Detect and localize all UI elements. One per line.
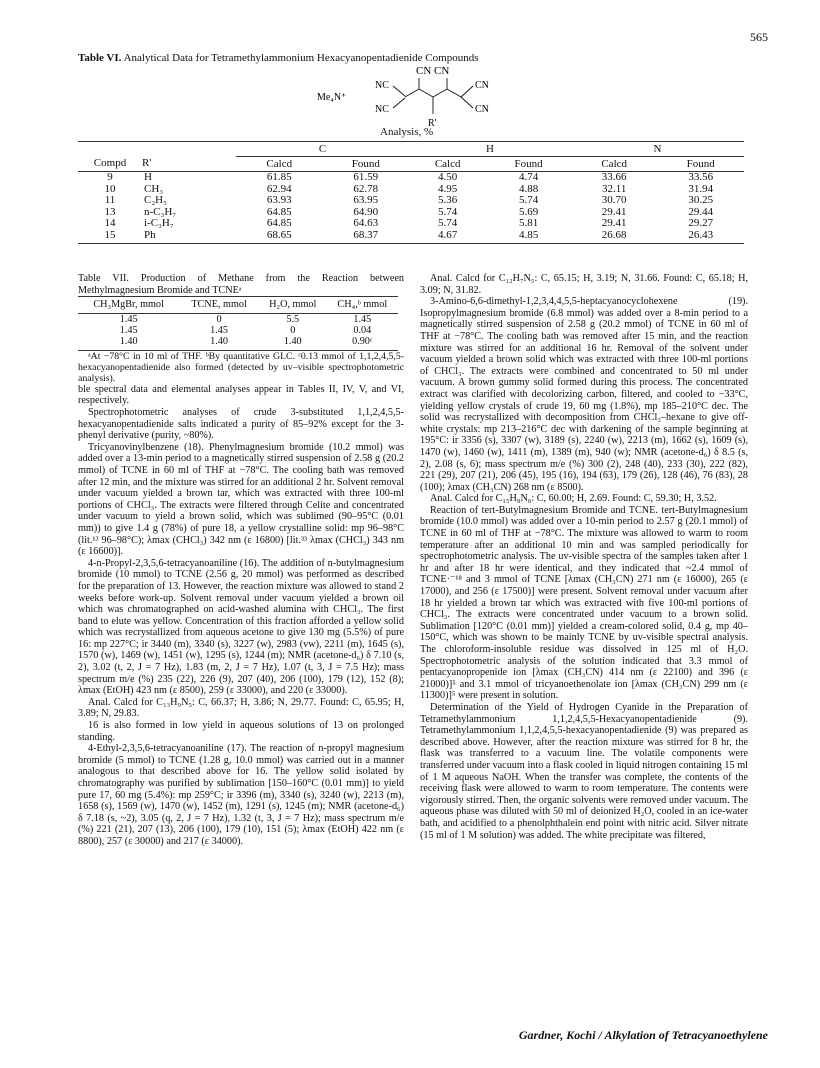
- structure-bonds: [393, 78, 473, 114]
- group-h: H: [409, 142, 571, 157]
- table7-footnote: ᵃAt −78°C in 10 ml of THF. ᵇBy quantitative GLC. ᶜ0.13 mmol of 1,1,2,4,5,5-hexacyanopentadienide also formed (detected by uv–visible spectrophotometric analysis).: [78, 350, 404, 384]
- table7: [78, 296, 398, 351]
- table6-group-row: [78, 142, 744, 157]
- t7-col-mgbr: CH₃MgBr, mmol: [78, 297, 179, 313]
- table-row: 1.40 1.40 1.40 0.90ᶜ: [78, 336, 398, 350]
- structure-nc-lower: NC: [375, 104, 389, 115]
- col-compd: Compd: [78, 156, 142, 172]
- group-c: C: [236, 142, 409, 157]
- table-row: 1.45 0 5.5 1.45: [119, 313, 372, 325]
- col-r: R': [142, 156, 236, 172]
- col-n-calcd: Calcd: [571, 156, 658, 172]
- col-n-found: Found: [657, 156, 744, 172]
- group-n: N: [571, 142, 744, 157]
- paragraph: Anal. Calcd for C₁₃H₉N₅: C, 66.37; H, 3.86; N, 29.77. Found: C, 65.95; H, 3.89; N, 29.83.: [78, 696, 404, 720]
- table7-caption: Table VII. Production of Methane from the Reaction between Methylmagnesium Bromide and TCNEᵃ: [78, 273, 404, 296]
- paragraph: Reaction of tert-Butylmagnesium Bromide and TCNE. tert-Butylmagnesium bromide (10.0 mmol) was added over a 10-min period to 2.57 g (20.1 mmol) of TCNE in 60 ml of THF at −78°C. The mixture was allowed to warm to room temperature after an additional 10 min and was sampled periodically for spectrophotometric analysis. The uv-visible spectra of the samples taken after 1 hr and after 18 hr were identical, and they indicated that ~2.4 mmol of TCNE·⁻¹⁸ and 3 mmol of TCNE [λmax (CH₃CN) 271 nm (ε 16000), 265 (ε 17000), and 256 (ε 17500)] were present. Solvent removal under vacuum after 18 hr yielded a brown tar which was extracted with five 100-ml portions of CHCl₃. The extracts were concentrated under vacuum to a brown solid. Sublimation [120°C (0.01 mm)] yielded a cream-colored solid, 0.4 g, mp 40–150°C, which was shown to be mainly TCNE by uv-visible spectral analysis. The chloroform-insoluble residue was dissolved in 125 ml of H₂O. Spectrophotometric analysis of the solution indicated that 3.3 mmol of pentacyanopropenide ion [λmax (CH₃CN) 414 nm (ε 22100) and 396 (ε 21000)]⁵ and 3.1 mmol of tricyanoethenolate ion [λmax (CH₃CN) 299 nm (ε 11300)]⁵ were present in solution.: [420, 504, 748, 702]
- table-row: 11 C₂H₅ 63.93 63.95 5.36 5.74 30.70 30.25: [104, 194, 714, 206]
- left-column: [78, 273, 404, 848]
- right-column: [420, 273, 748, 841]
- paragraph: Anal. Calcd for C₁₅H₈N₈: C, 60.00; H, 2.69. Found: C, 59.30; H, 3.52.: [430, 493, 717, 505]
- analysis-label: Analysis, %: [380, 126, 434, 138]
- col-h-calcd: Calcd: [409, 156, 486, 172]
- table-row: 9 H 61.85 61.59 4.50 4.74 33.66 33.56: [107, 171, 714, 183]
- structure-top-label: CN CN: [416, 65, 450, 77]
- t7-col-h2o: H₂O, mmol: [259, 297, 327, 313]
- col-h-found: Found: [486, 156, 571, 172]
- paragraph: ble spectral data and elemental analyses appear in Tables II, IV, V, and VI, respectively.: [78, 383, 404, 407]
- paragraph: Determination of the Yield of Hydrogen Cyanide in the Preparation of Tetramethylammonium 1,1,2,4,5,5-Hexacyanopentadienide (9). Tetramethylammonium 1,1,2,4,5,5-hexacyanopentadienide (9) was prepared as described above. However, after the reaction mixture was stirred for 8 hr, the flask was transferred to a vacuum line. The volatile components were transferred under vacuum into a flask cooled in liquid nitrogen containing 15 ml of 1 M aqueous NaOH. When the transfer was complete, the contents of the receiving flask were allowed to warm to room temperature. The contents were vigorously stirred. Then, the organic solvents were removed under vacuum. The aqueous phase was diluted with 50 ml of deionized H₂O, cooled in an ice-water bath, and acidified to a phenolphthalein end point with nitric acid. Silver nitrate (15 ml of 1 M solution) was added. The white precipitate was filtered,: [420, 701, 748, 841]
- paragraph: 3-Amino-6,6-dimethyl-1,2,3,4,4,5,5-heptacyanocyclohexene (19). Isopropylmagnesium bromide (6.8 mmol) was added over a 8-min period to a magnetically stirred suspension of 2.58 g (20.2 mmol) of TCNE in 60 ml of THF at −78°C. The cooling bath was removed after 15 min, and the reaction mixture was stirred for an additional 16 hr. Removal of the solvent under vacuum yielded a brown solid which was extracted with three 100-ml portions of CHCl₃. The extracts were combined and concentrated to 50 ml under vacuum. A brown gummy solid formed during this process. The concentrated extract was clarified with decolorizing carbon, filtered, and cooled to −33°C, yielding yellow crystals of crude 19, 60 mg (1.8%), mp 185–210°C dec. The solid was recrystallized with decomposition from CHCl₃–hexane to give off-white crystals: mp 213–216°C dec with darkening of the sample beginning at 195°C: ir 3356 (s), 3307 (w), 3189 (s), 2240 (w), 2213 (m), 1662 (s), 1609 (s), 1470 (w), 1460 (w), 1411 (m), 1389 (m), 940 (w); NMR (acetone-d₆) δ 8.5 (s, 2), 2.08 (s, 6); mass spectrum m/e (%) 300 (2), 248 (40), 233 (30), 222 (82), 221 (29), 207 (21), 206 (45), 195 (16), 194 (63), 179 (26), 128 (46), 76 (83), 28 (100); λmax (CH₃CN) 268 nm (ε 8500).: [420, 296, 748, 493]
- table7-header-row: [78, 297, 398, 313]
- paragraph: 4-Ethyl-2,3,5,6-tetracyanoaniline (17). The reaction of n-propyl magnesium bromide (5 mmol) to TCNE (1.28 g, 10.0 mmol) was carried out in a manner analogous to that described above for 16. The yellow solid isolated by chromatography was purified by sublimation [150–160°C (0.01 mm)] to yield pure 17, 60 mg (5.4%): mp 259°C; ir 3396 (m), 3340 (s), 3240 (w), 2213 (m), 1658 (s), 1569 (w), 1470 (w), 1452 (m), 1291 (s), 1245 (m); NMR (acetone-d₆) δ 7.18 (s, ~2), 3.05 (q, 2, J = 7 Hz), 1.32 (t, 3, J = 7 Hz); mass spectrum m/e (%) 221 (21), 207 (13), 206 (100), 179 (10), 151 (5); λmax (EtOH) 422 nm (ε 8800), 257 (ε 30000) and 217 (ε 34000).: [78, 743, 404, 847]
- paragraph: Tricyanovinylbenzene (18). Phenylmagnesium bromide (10.2 mmol) was added over a 13-min period to a magnetically stirred suspension of 2.58 g (20.2 mmol) of TCNE in 60 ml of THF at −78°C. The cooling bath was removed after 12 min, and the mixture was stirred for an additional 2 hr. Solvent removal under vacuum yielded a brown tar, which was extracted with three 100-ml portions of CHCl₃. The extracts were filtered through Celite and concentrated under vacuum to yield a brown solid, which was sublimed (90–95°C (0.01 mm)) to give 1.4 g (78%) of pure 18, a yellow crystalline solid: mp 96–98°C (lit.¹³ 96–98°C); λmax (CHCl₃) 342 nm (ε 16800) [lit.³³ λmax (CHCl₃) 343 nm (ε 16600)].: [78, 441, 404, 558]
- table-row: 13 n-C₃H₇ 64.85 64.90 5.74 5.69 29.41 29.44: [104, 205, 714, 218]
- table6-header-row: [78, 156, 744, 172]
- table-row: 14 i-C₃H₇ 64.85 64.63 5.74 5.81 29.41 29.27: [104, 217, 714, 229]
- table6-title: Analytical Data for Tetramethylammonium Hexacyanopentadienide Compounds: [123, 52, 479, 64]
- page-number: 565: [750, 30, 768, 44]
- table6: [78, 141, 744, 244]
- hexacyanopentadienide-structure: [315, 62, 515, 132]
- structure-diagram: [315, 62, 515, 132]
- table-row: 15 Ph 68.65 68.37 4.67 4.85 26.68 26.43: [78, 230, 744, 244]
- paragraph: Spectrophotometric analyses of crude 3-substituted 1,1,2,4,5,5-hexacyanopentadienide salts indicated a purity of 85–92% except for the 3-phenyl derivative (purity, ~80%).: [78, 407, 404, 442]
- col-c-found: Found: [323, 156, 410, 172]
- structure-r-group: R': [428, 118, 437, 129]
- structure-cn-upper: CN: [475, 80, 489, 91]
- running-footer: Gardner, Kochi / Alkylation of Tetracyanoethylene: [518, 1028, 768, 1042]
- structure-nc-upper: NC: [375, 80, 389, 91]
- col-c-calcd: Calcd: [236, 156, 323, 172]
- structure-cation: Me₄N⁺: [317, 92, 347, 103]
- paragraph: 16 is also formed in low yield in aqueous solutions of 13 on prolonged standing.: [78, 720, 404, 743]
- table6-label: Table VI.: [78, 52, 122, 64]
- structure-cn-lower: CN: [475, 104, 489, 115]
- table-row: 1.45 1.45 0 0.04: [119, 325, 372, 336]
- paragraph: Anal. Calcd for C₁₂H₇N₅: C, 65.15; H, 3.19; N, 31.66. Found: C, 65.18; H, 3.09; N, 31.82.: [420, 273, 748, 296]
- t7-col-ch4: CH₄,ᵇ mmol: [327, 297, 398, 313]
- paragraph: 4-n-Propyl-2,3,5,6-tetracyanoaniline (16). The addition of n-butylmagnesium bromide (10 mmol) to TCNE (2.56 g, 20 mmol) was performed as described for the preparation of 13. However, the reaction mixture was allowed to stand 2 weeks before work-up. Solvent removal under vacuum yielded a brown oil which was chromatographed on acid-washed alumina with CHCl₃. The first band to elute was yellow. Concentration of this fraction afforded a yellow solid which was recrystallized from aqueous acetone to give 130 mg (5.5%) of pure 16: mp 227°C; ir 3440 (m), 3340 (s), 3227 (w), 2983 (vw), 2211 (m), 1645 (s), 1570 (w), 1469 (w), 1451 (w), 1295 (s), 1244 (m); NMR (acetone-d₆) δ 7.10 (s, 2), 3.02 (t, 2, J = 7 Hz), 1.83 (m, 2, J = 7 Hz), 1.07 (t, 3, J = 7.5 Hz); mass spectrum m/e (%) 235 (22), 226 (9), 207 (40), 206 (100), 179 (12), 152 (8); λmax (EtOH) 423 nm (ε 8500), 259 (ε 33000), and 220 (ε 33000).: [78, 557, 404, 697]
- table-row: 10 CH₃ 62.94 62.78 4.95 4.88 32.11 31.94: [104, 182, 714, 195]
- t7-col-tcne: TCNE, mmol: [179, 297, 259, 313]
